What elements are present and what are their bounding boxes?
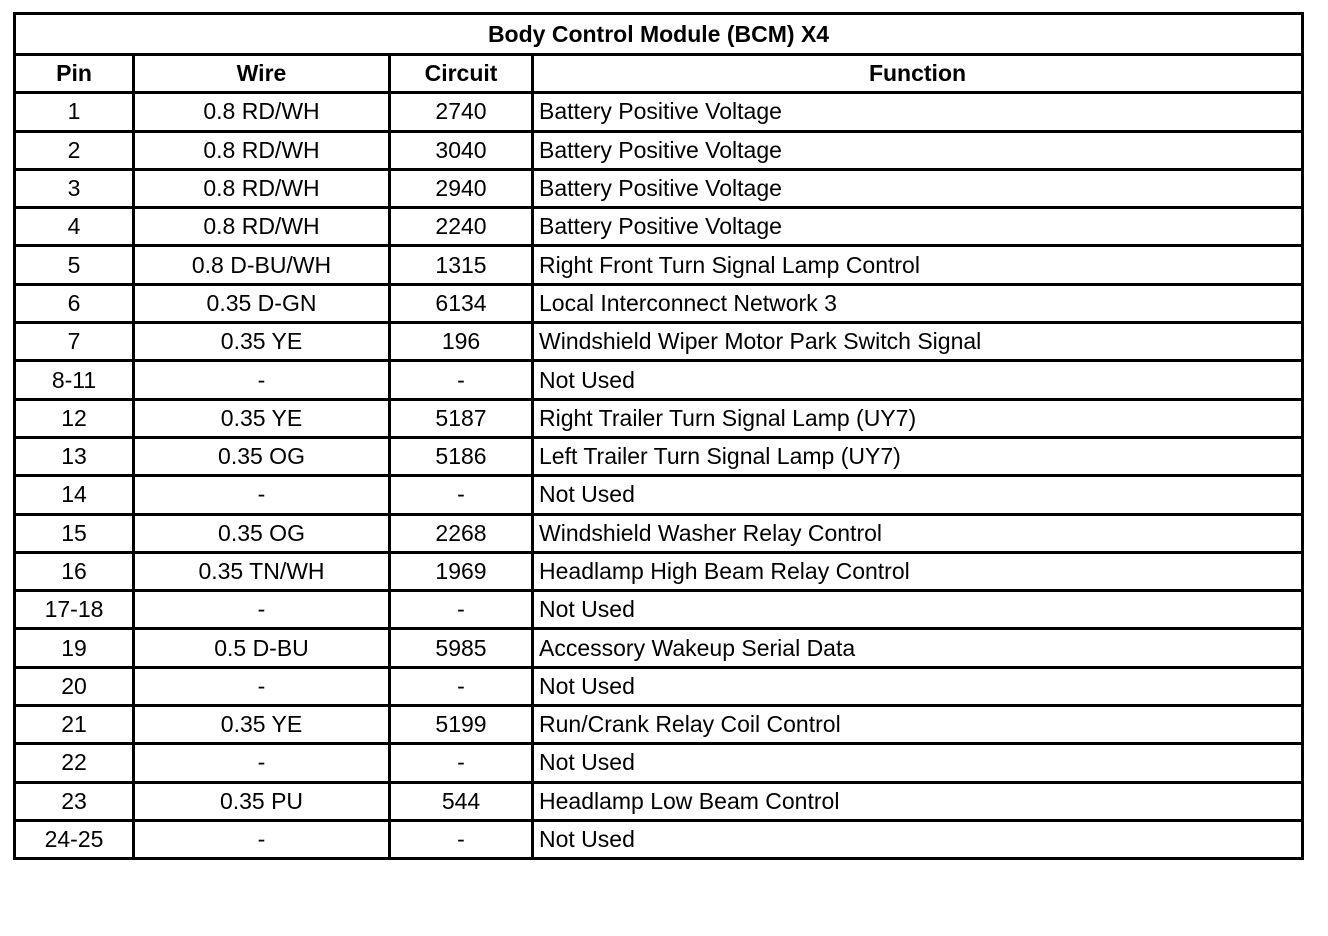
circuit-cell: -: [390, 476, 533, 514]
function-cell: Accessory Wakeup Serial Data: [533, 629, 1303, 667]
function-cell: Battery Positive Voltage: [533, 169, 1303, 207]
function-cell: Windshield Wiper Motor Park Switch Signal: [533, 323, 1303, 361]
pin-cell: 20: [15, 667, 134, 705]
circuit-cell: 5199: [390, 706, 533, 744]
wire-cell: -: [134, 361, 390, 399]
circuit-cell: 196: [390, 323, 533, 361]
header-function: Function: [533, 55, 1303, 93]
wire-cell: 0.35 YE: [134, 399, 390, 437]
pin-cell: 15: [15, 514, 134, 552]
function-cell: Not Used: [533, 476, 1303, 514]
circuit-cell: 1315: [390, 246, 533, 284]
function-cell: Local Interconnect Network 3: [533, 284, 1303, 322]
wire-cell: 0.35 YE: [134, 323, 390, 361]
table-row: [15, 591, 1303, 629]
header-circuit: Circuit: [390, 55, 533, 93]
table-row: [15, 667, 1303, 705]
pin-cell: 1: [15, 93, 134, 131]
table-row: [15, 820, 1303, 858]
wire-cell: 0.8 RD/WH: [134, 93, 390, 131]
wire-cell: 0.35 PU: [134, 782, 390, 820]
wire-cell: 0.8 RD/WH: [134, 208, 390, 246]
pin-cell: 4: [15, 208, 134, 246]
table-row: [15, 437, 1303, 475]
wire-cell: 0.8 D-BU/WH: [134, 246, 390, 284]
circuit-cell: -: [390, 591, 533, 629]
function-cell: Not Used: [533, 361, 1303, 399]
table-title-row: [15, 14, 1303, 55]
pin-cell: 12: [15, 399, 134, 437]
wire-cell: 0.35 YE: [134, 706, 390, 744]
pin-cell: 8-11: [15, 361, 134, 399]
function-cell: Headlamp Low Beam Control: [533, 782, 1303, 820]
pin-cell: 21: [15, 706, 134, 744]
wire-cell: 0.8 RD/WH: [134, 169, 390, 207]
pin-cell: 23: [15, 782, 134, 820]
circuit-cell: 2740: [390, 93, 533, 131]
wire-cell: 0.5 D-BU: [134, 629, 390, 667]
circuit-cell: -: [390, 820, 533, 858]
wire-cell: 0.35 OG: [134, 437, 390, 475]
circuit-cell: 544: [390, 782, 533, 820]
circuit-cell: 5985: [390, 629, 533, 667]
table-row: [15, 246, 1303, 284]
circuit-cell: 2240: [390, 208, 533, 246]
function-cell: Right Front Turn Signal Lamp Control: [533, 246, 1303, 284]
table-row: [15, 131, 1303, 169]
wire-cell: 0.35 D-GN: [134, 284, 390, 322]
table-row: [15, 782, 1303, 820]
function-cell: Run/Crank Relay Coil Control: [533, 706, 1303, 744]
table-row: [15, 323, 1303, 361]
table-row: [15, 552, 1303, 590]
function-cell: Not Used: [533, 667, 1303, 705]
pinout-table-container: [13, 12, 1301, 860]
function-cell: Not Used: [533, 744, 1303, 782]
function-cell: Windshield Washer Relay Control: [533, 514, 1303, 552]
wire-cell: 0.8 RD/WH: [134, 131, 390, 169]
function-cell: Not Used: [533, 820, 1303, 858]
function-cell: Battery Positive Voltage: [533, 93, 1303, 131]
header-wire: Wire: [134, 55, 390, 93]
pin-cell: 13: [15, 437, 134, 475]
circuit-cell: -: [390, 744, 533, 782]
pin-cell: 19: [15, 629, 134, 667]
pin-cell: 6: [15, 284, 134, 322]
pin-cell: 24-25: [15, 820, 134, 858]
function-cell: Left Trailer Turn Signal Lamp (UY7): [533, 437, 1303, 475]
wire-cell: -: [134, 476, 390, 514]
function-cell: Battery Positive Voltage: [533, 208, 1303, 246]
wire-cell: 0.35 OG: [134, 514, 390, 552]
pin-cell: 7: [15, 323, 134, 361]
pin-cell: 2: [15, 131, 134, 169]
table-row: [15, 399, 1303, 437]
header-pin: Pin: [15, 55, 134, 93]
table-row: [15, 208, 1303, 246]
circuit-cell: -: [390, 361, 533, 399]
table-row: [15, 629, 1303, 667]
wire-cell: -: [134, 591, 390, 629]
circuit-cell: 1969: [390, 552, 533, 590]
circuit-cell: -: [390, 667, 533, 705]
table-row: [15, 744, 1303, 782]
circuit-cell: 5187: [390, 399, 533, 437]
circuit-cell: 2268: [390, 514, 533, 552]
table-row: [15, 476, 1303, 514]
pin-cell: 14: [15, 476, 134, 514]
table-row: [15, 93, 1303, 131]
wire-cell: 0.35 TN/WH: [134, 552, 390, 590]
table-row: [15, 361, 1303, 399]
function-cell: Not Used: [533, 591, 1303, 629]
table-row: [15, 169, 1303, 207]
circuit-cell: 3040: [390, 131, 533, 169]
table-row: [15, 706, 1303, 744]
pin-cell: 22: [15, 744, 134, 782]
pin-cell: 17-18: [15, 591, 134, 629]
wire-cell: -: [134, 667, 390, 705]
table-row: [15, 514, 1303, 552]
table-title: Body Control Module (BCM) X4: [15, 14, 1303, 55]
function-cell: Right Trailer Turn Signal Lamp (UY7): [533, 399, 1303, 437]
wire-cell: -: [134, 820, 390, 858]
pin-cell: 3: [15, 169, 134, 207]
pin-cell: 16: [15, 552, 134, 590]
function-cell: Battery Positive Voltage: [533, 131, 1303, 169]
pin-cell: 5: [15, 246, 134, 284]
circuit-cell: 2940: [390, 169, 533, 207]
bcm-x4-pinout-table: [13, 12, 1304, 860]
table-row: [15, 284, 1303, 322]
table-header-row: [15, 55, 1303, 93]
function-cell: Headlamp High Beam Relay Control: [533, 552, 1303, 590]
circuit-cell: 5186: [390, 437, 533, 475]
wire-cell: -: [134, 744, 390, 782]
circuit-cell: 6134: [390, 284, 533, 322]
